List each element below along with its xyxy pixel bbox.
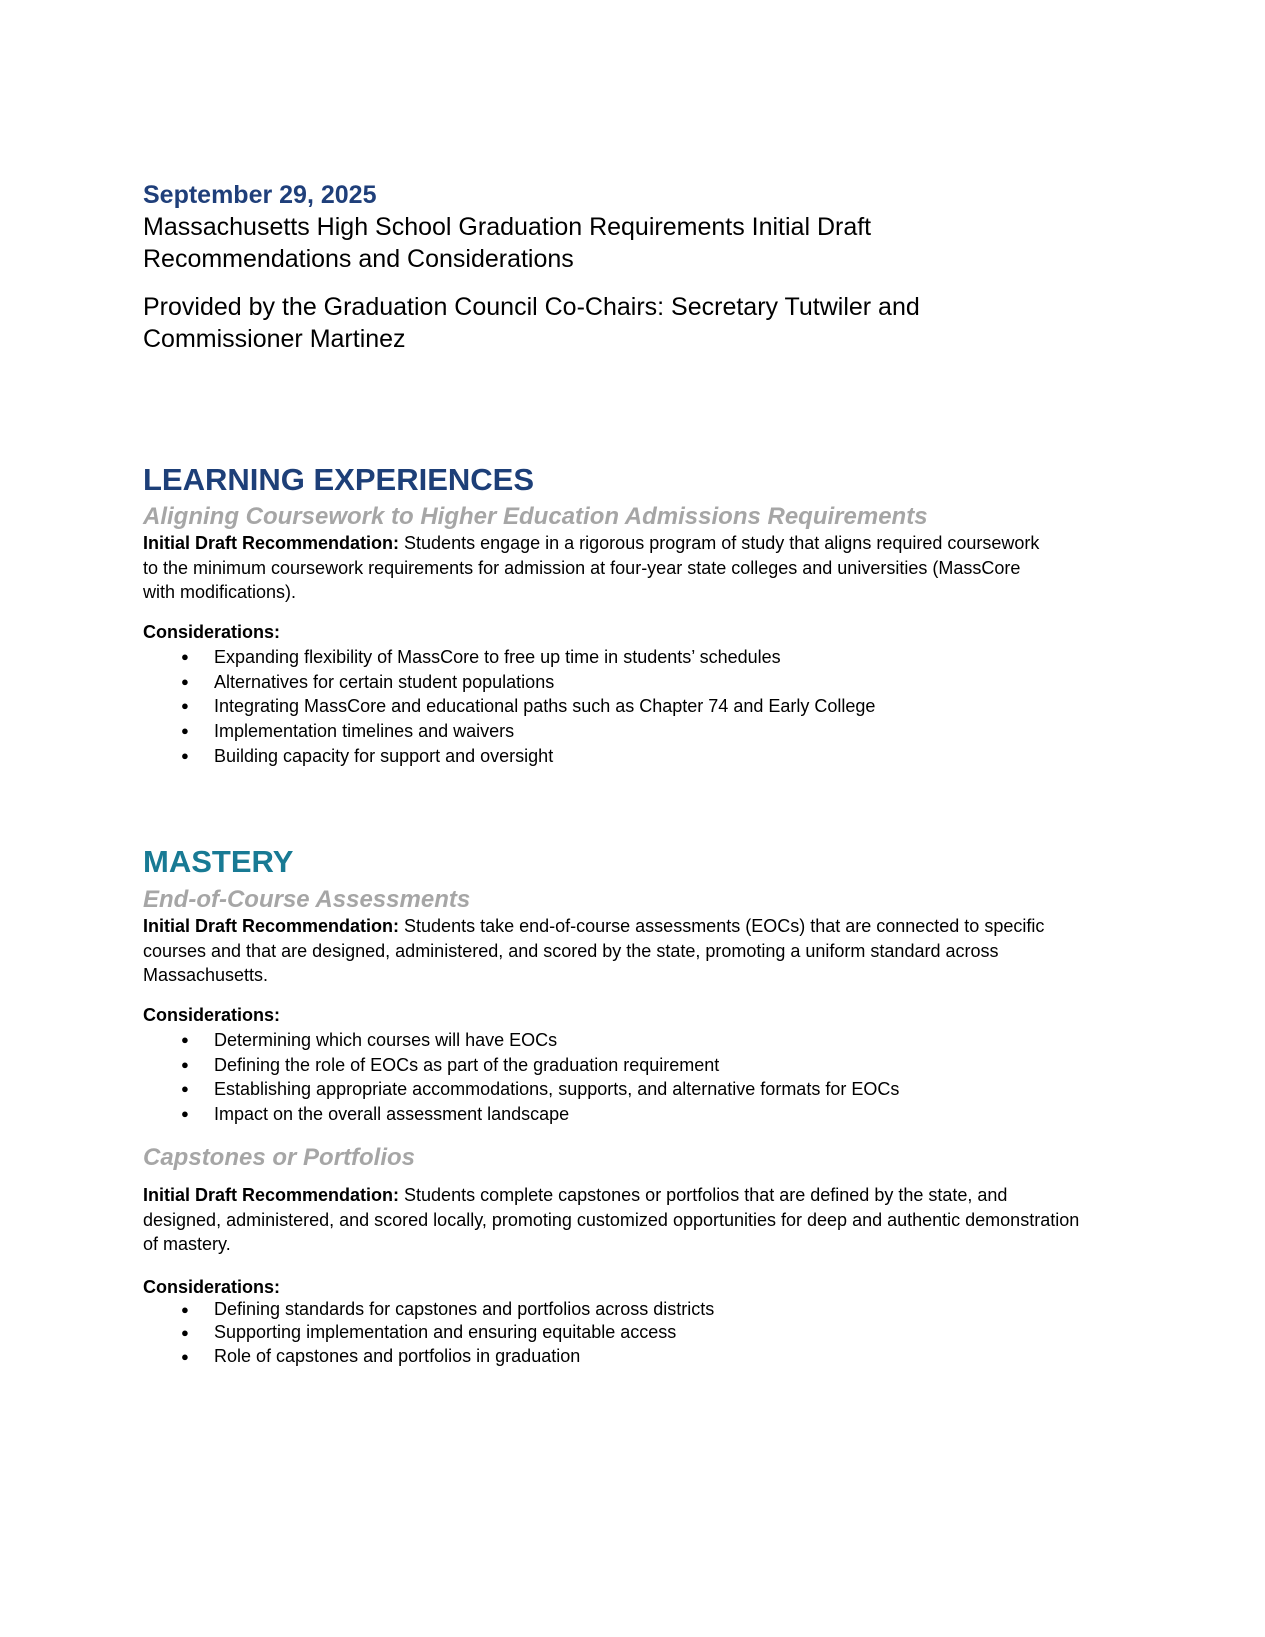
bullet-icon: ● (181, 1106, 189, 1122)
bullet-icon: ● (181, 723, 189, 739)
list-item (143, 645, 1123, 670)
bullet-icon: ● (181, 673, 189, 689)
list-item (143, 1028, 1123, 1053)
considerations-label-text: Considerations: (143, 622, 281, 642)
recommendation (143, 531, 1043, 605)
considerations-list (143, 1028, 1123, 1127)
recommendation (143, 1183, 1088, 1257)
document-title: Massachusetts High School Graduation Requirements Initial Draft Recommendations and Considerations (143, 213, 872, 273)
list-item (143, 1102, 1123, 1127)
list-item (143, 1345, 1123, 1368)
considerations-label-text: Considerations: (143, 1005, 281, 1025)
provided-by: Provided by the Graduation Council Co-Chairs: Secretary Tutwiler and Commissioner Martinez (143, 293, 920, 353)
recommendation-label: Initial Draft Recommendation: (143, 533, 400, 553)
list-item (143, 1077, 1123, 1102)
recommendation-label: Initial Draft Recommendation: (143, 916, 400, 936)
recommendation-label: Initial Draft Recommendation: (143, 1185, 400, 1205)
bullet-icon: ● (181, 747, 189, 763)
bullet-icon: ● (181, 1032, 189, 1047)
list-item (143, 1321, 1123, 1344)
bullet-icon: ● (181, 698, 189, 714)
list-item-text: Implementation timelines and waivers (214, 721, 515, 742)
list-item (143, 719, 1123, 744)
bullet-icon: ● (181, 1325, 189, 1341)
list-item (143, 1053, 1123, 1078)
subsection-title: Capstones or Portfolios (143, 1144, 416, 1171)
bullet-icon: ● (181, 1302, 189, 1317)
list-item-text: Supporting implementation and ensuring equitable access (214, 1322, 677, 1343)
list-item-text: Defining standards for capstones and portfolios across districts (214, 1299, 715, 1319)
list-item (143, 694, 1123, 719)
considerations-list (143, 645, 1123, 769)
list-item-text: Integrating MassCore and educational paths such as Chapter 74 and Early College (214, 696, 876, 717)
recommendation-text: Students complete capstones or portfolios that are defined by the state, and designed, administered, and scored locally, promoting customized opportunities for deep and authentic demonstration of mastery. (143, 1185, 1080, 1255)
bullet-icon: ● (181, 649, 189, 664)
recommendation-text: Students engage in a rigorous program of study that aligns required coursework to the minimum coursework requirements for admission at four-year state colleges and universities (MassCore with modifications). (143, 533, 1040, 603)
subsection-title: End-of-Course Assessments (143, 886, 471, 913)
list-item-text: Role of capstones and portfolios in graduation (214, 1345, 581, 1366)
considerations-label (143, 620, 1123, 645)
list-item-text: Establishing appropriate accommodations, supports, and alternative formats for EOCs (214, 1079, 900, 1100)
section-heading-mastery: MASTERY (143, 844, 294, 879)
recommendation-text: Students take end-of-course assessments (EOCs) that are connected to specific courses and that are designed, administered, and scored by the state, promoting a uniform standard across Massachusetts. (143, 916, 1045, 986)
list-item-text: Building capacity for support and oversight (214, 745, 554, 766)
list-item-text: Defining the role of EOCs as part of the graduation requirement (214, 1054, 720, 1075)
subsection-title: Aligning Coursework to Higher Education Admissions Requirements (143, 503, 928, 530)
list-item (143, 1298, 1123, 1321)
considerations-label-text: Considerations: (143, 1277, 281, 1297)
considerations-label (143, 1003, 1123, 1028)
considerations-list (143, 1298, 1123, 1368)
list-item (143, 670, 1123, 695)
section-heading-learning-experiences: LEARNING EXPERIENCES (143, 462, 535, 497)
considerations-label (143, 1275, 1123, 1300)
bullet-icon: ● (181, 1081, 189, 1097)
document-date: September 29, 2025 (143, 181, 377, 209)
recommendation (143, 914, 1078, 988)
list-item-text: Determining which courses will have EOCs (214, 1030, 558, 1050)
list-item-text: Impact on the overall assessment landscape (214, 1104, 570, 1125)
list-item-text: Alternatives for certain student populations (214, 671, 555, 692)
bullet-icon: ● (181, 1056, 189, 1072)
bullet-icon: ● (181, 1348, 189, 1364)
list-item (143, 744, 1123, 769)
list-item-text: Expanding flexibility of MassCore to free up time in students’ schedules (214, 647, 781, 667)
